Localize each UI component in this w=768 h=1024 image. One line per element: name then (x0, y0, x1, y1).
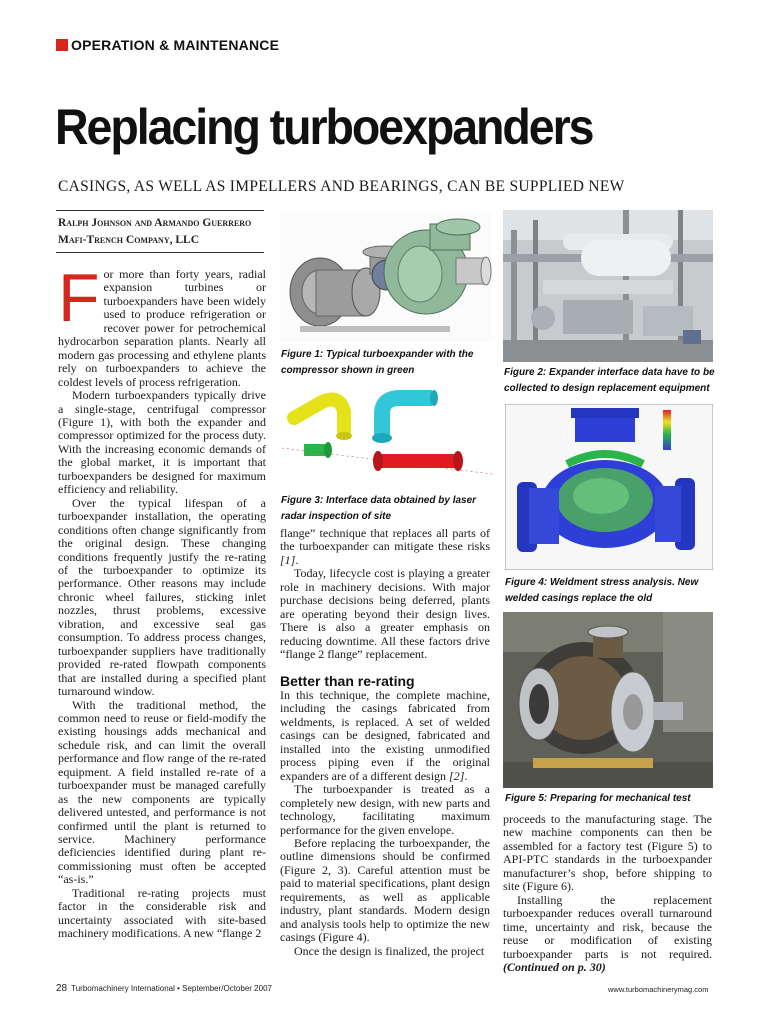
section-marker-square (56, 39, 68, 51)
figure-2-caption: Figure 2: Expander interface data have to be collected to design replacement equipment (504, 367, 715, 394)
section-heading: Better than re-rating (280, 672, 415, 689)
author-names: Ralph Johnson and Armando Guerrero (58, 217, 252, 229)
footer-url[interactable]: www.turbomachinerymag.com (608, 985, 709, 994)
section-tag (56, 37, 279, 53)
paragraph-3: Over the typical lifespan of a turboexpander installation, the operating conditions often change significantly from the original design. These changing conditions frequently justify the re-rating of the turboexpander to optimize its performance. Other reasons may include chronic wheel failures, sticking inlet nozzles, thrust problems, excessive vibration, and excessive seal gas consumption. To address process changes, turboexpander suppliers have traditionally provided re-rated flowpath components that are installed during a specified plant turnaround window. (58, 495, 266, 699)
author-company: Mafi-Trench Company, LLC (58, 234, 199, 246)
article-subtitle: CASINGS, AS WELL AS IMPELLERS AND BEARINGS, CAN BE SUPPLIED NEW (58, 178, 625, 195)
mechanical-test-illustration (503, 612, 713, 788)
col3-paragraph-2-text: Installing the replacement turboexpander reduces overall turnaround time, uncertainty and risk, because the reuse or modification of existing turboexpander parts is not required. (503, 892, 712, 961)
figure-3-image (282, 388, 492, 488)
figure-5-caption: Figure 5: Preparing for mechanical test (505, 793, 691, 804)
figure-2-image (503, 210, 713, 362)
column-2 (280, 527, 490, 958)
publication-line: Turbomachinery International • September/October 2007 (71, 984, 272, 993)
figure-3-caption: Figure 3: Interface data obtained by laser radar inspection of site (281, 495, 477, 522)
col2-paragraph-2: Today, lifecycle cost is playing a greater role in machinery decisions. With major purchase decisions being deferred, plants are operating beyond their design lives. There is also a greater emphasis on reducing downtime. All these factors drive “flange 2 flange” replacement. (280, 566, 490, 662)
turboexpander-illustration (280, 212, 492, 342)
footer-left (56, 983, 272, 994)
section-label: OPERATION & MAINTENANCE (71, 37, 280, 53)
plant-photo-illustration (503, 210, 713, 362)
col2-paragraph-4: The turboexpander is treated as a completely new design, with new parts and technology, facilitating maximum performance for the given envelope. (280, 782, 490, 837)
col3-paragraph-1: proceeds to the manufacturing stage. The new machine components can then be assembled for a factory test (Figure 5) to API-PTC standards in the turboexpander manufacturer’s shop, before shipping to site (Figure 6). (503, 812, 712, 894)
col2-paragraph-3-text: In this technique, the complete machine, including the casings fabricated from weldments, is replaced. A set of welded casings can be designed, fabricated and installed into the existing unmodified process piping even if the original expanders are of a different design (280, 687, 490, 783)
paragraph-4: With the traditional method, the common need to reuse or field-modify the existing housings adds mechanical and schedule risk, and can limit the overall performance and flow range of the re-rated equipment. A field installed re-rate of a turboexpander must be managed carefully as the new components are typically delivered untested, and performance is not confirmed until the plant is returned to service. Machinery performance deficiencies identified during plant re-commissioning must often be accepted “as-is.” (58, 697, 266, 887)
col3-paragraph-2 (503, 894, 712, 975)
page-number: 28 (56, 983, 68, 994)
col2-paragraph-3-end: . (464, 768, 468, 783)
figure-1-caption: Figure 1: Typical turboexpander with the compressor shown in green (281, 349, 474, 376)
paragraph-1 (58, 260, 266, 389)
col2-paragraph-3 (280, 689, 490, 783)
paragraph-1-text: or more than forty years, radial expansion turbines or turboexpanders have been widely used to produce refrigeration or recover power for petrochemical hydrocarbon separation plants. Nearly all modern gas processing and ethylene plants rely on turboexpanders to achieve the coldest levels of process refrigeration. (58, 267, 266, 389)
author-rule-top (56, 210, 264, 211)
col2-paragraph-1-text: flange” technique that replaces all parts of the turboexpander can mitigate these risks (280, 526, 490, 554)
laser-radar-pipes-illustration (282, 388, 492, 488)
figure-5-image (503, 612, 713, 788)
drop-cap: F (58, 260, 100, 336)
figure-4-image (505, 404, 713, 570)
reference-2: [2] (449, 768, 465, 783)
column-1 (58, 260, 266, 941)
stress-analysis-illustration (505, 404, 713, 570)
article-title: Replacing turboexpanders (55, 99, 593, 155)
col2-paragraph-5: Before replacing the turboexpander, the outline dimensions should be confirmed (Figure 2, 3). Careful attention must be paid to material specifications, plant design requirements, as well as applicable industry, plant standards. Modern design and analysis tools help to optimize the new casings (Figure 4). (280, 835, 490, 945)
col2-paragraph-6: Once the design is finalized, the project (294, 943, 485, 958)
figure-1-image (280, 212, 492, 342)
continued-note: (Continued on p. 30) (503, 959, 606, 974)
figure-4-caption: Figure 4: Weldment stress analysis. New welded casings replace the old (505, 577, 699, 604)
paragraph-2: Modern turboexpanders typically drive a single-stage, centrifugal compressor (Figure 1), with both the expander and compressor optimized for the process duty. With the increasing economic demands of the global market, it is important that turboexpanders be designed for maximum efficiency and reliability. (58, 388, 266, 497)
paragraph-5: Traditional re-rating projects must factor in the considerable risk and uncertainty associated with site-based machinery modifications. A new “flange 2 (58, 885, 266, 941)
col2-paragraph-1-end: . (295, 552, 299, 567)
column-3 (503, 813, 712, 974)
reference-1: [1] (280, 552, 296, 567)
author-rule-bottom (56, 252, 264, 253)
col2-paragraph-1 (280, 527, 490, 567)
